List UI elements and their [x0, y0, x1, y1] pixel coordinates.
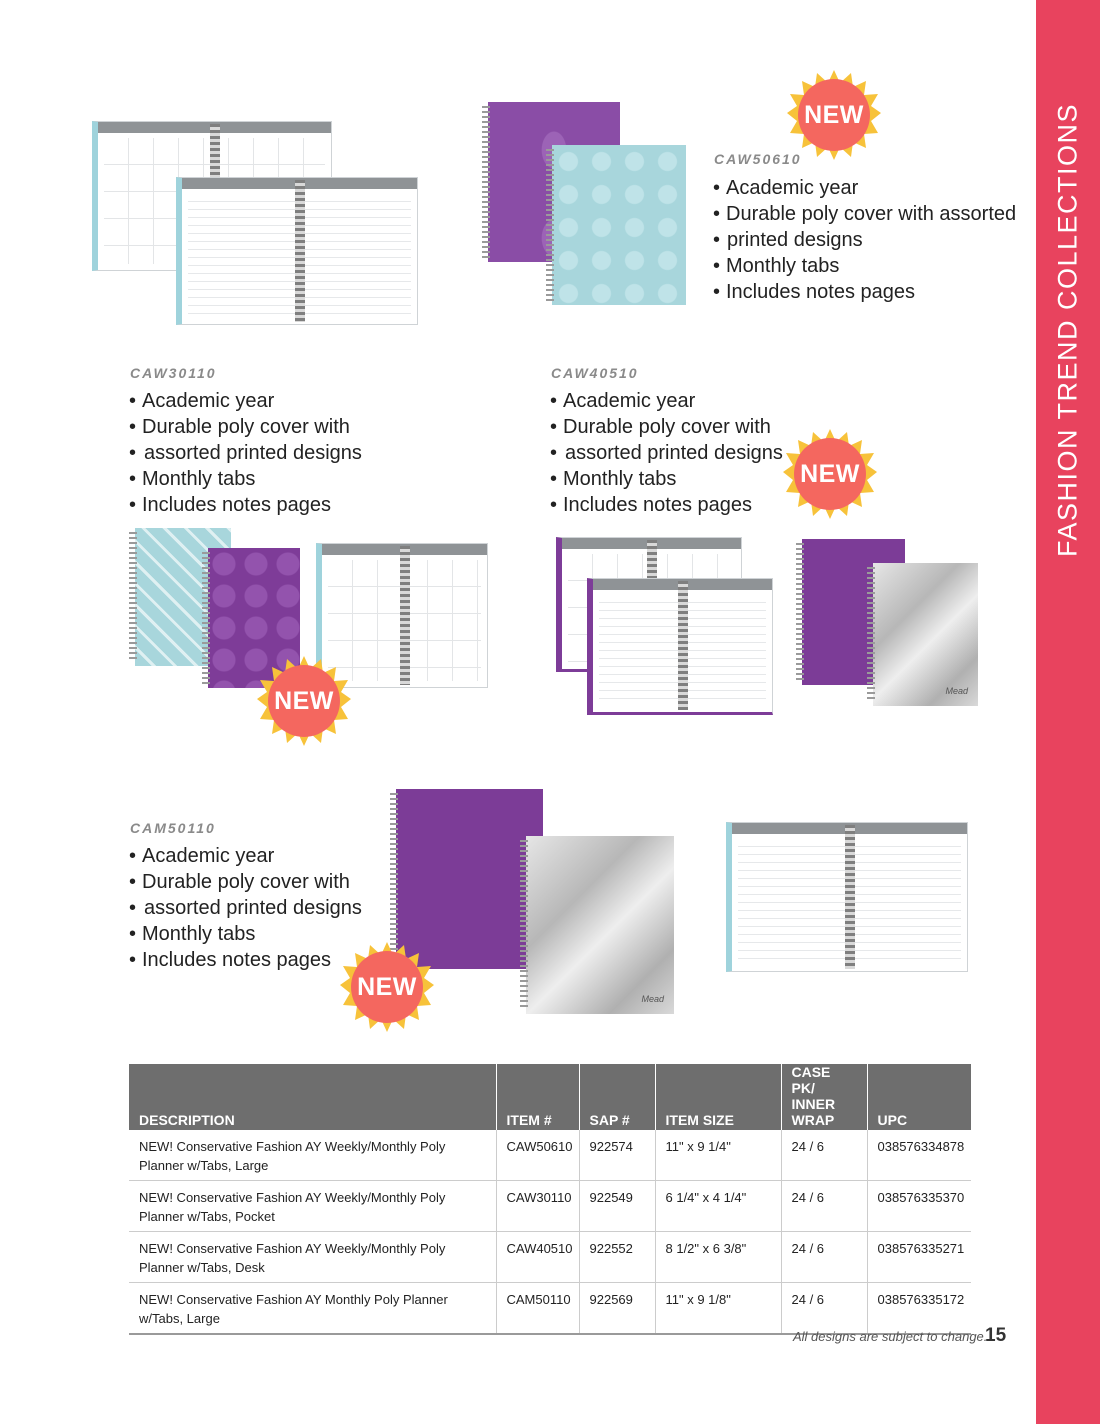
- upc-cell: 038576334878: [867, 1130, 971, 1181]
- item-cell: CAW50610: [496, 1130, 579, 1181]
- product-sku: CAW30110: [130, 365, 217, 381]
- feature-item: • Monthly tabs: [129, 466, 429, 492]
- description-cell: NEW! Conservative Fashion AY Monthly Poly Planner w/Tabs, Large: [129, 1283, 496, 1335]
- brand-logo: Mead: [945, 686, 968, 696]
- description-cell: NEW! Conservative Fashion AY Weekly/Monthly Poly Planner w/Tabs, Large: [129, 1130, 496, 1181]
- feature-item: • Academic year: [550, 388, 850, 414]
- feature-item: • Academic year: [129, 843, 429, 869]
- feature-item: • Includes notes pages: [713, 279, 1023, 305]
- feature-item: • Includes notes pages: [129, 492, 429, 518]
- new-badge-label: NEW: [274, 686, 334, 715]
- table-row: [129, 1232, 971, 1283]
- new-badge: [257, 654, 351, 748]
- description-cell: NEW! Conservative Fashion AY Weekly/Monthly Poly Planner w/Tabs, Pocket: [129, 1181, 496, 1232]
- case-cell: 24 / 6: [781, 1232, 867, 1283]
- upc-cell: 038576335172: [867, 1283, 971, 1335]
- feature-list: [129, 388, 429, 518]
- product-sku: CAM50110: [130, 820, 216, 836]
- column-header: UPC: [867, 1064, 971, 1130]
- sap-cell: 922569: [579, 1283, 655, 1335]
- column-header: ITEM #: [496, 1064, 579, 1130]
- feature-item-continued: • printed designs: [713, 227, 1023, 253]
- size-cell: 6 1/4" x 4 1/4": [655, 1181, 781, 1232]
- size-cell: 11" x 9 1/8": [655, 1283, 781, 1335]
- item-cell: CAW30110: [496, 1181, 579, 1232]
- feature-item-continued: • assorted printed designs: [550, 440, 850, 466]
- feature-item: • Academic year: [713, 175, 1023, 201]
- table-row: [129, 1181, 971, 1232]
- side-rail: [1036, 0, 1100, 1424]
- product-table: [129, 1064, 971, 1335]
- feature-item-continued: • assorted printed designs: [129, 440, 429, 466]
- feature-item: • Durable poly cover with: [550, 414, 850, 440]
- size-cell: 11" x 9 1/4": [655, 1130, 781, 1181]
- case-cell: 24 / 6: [781, 1130, 867, 1181]
- case-cell: 24 / 6: [781, 1283, 867, 1335]
- feature-item: • Includes notes pages: [129, 947, 429, 973]
- brand-logo: Mead: [641, 994, 664, 1004]
- table-row: [129, 1283, 971, 1335]
- page-number: 15: [985, 1325, 1007, 1346]
- new-badge-label: NEW: [804, 100, 864, 129]
- silver-cover-image: [873, 563, 978, 706]
- table-row: [129, 1130, 971, 1181]
- product-sku: CAW50610: [714, 151, 802, 167]
- large-planner-weekly-image: [726, 822, 968, 972]
- new-badge: [787, 68, 881, 162]
- new-badge-label: NEW: [357, 972, 417, 1001]
- column-header: SAP #: [579, 1064, 655, 1130]
- sap-cell: 922549: [579, 1181, 655, 1232]
- upc-cell: 038576335370: [867, 1181, 971, 1232]
- feature-item: • Monthly tabs: [713, 253, 1023, 279]
- feature-item: • Monthly tabs: [550, 466, 850, 492]
- size-cell: 8 1/2" x 6 3/8": [655, 1232, 781, 1283]
- planner-weekly-image: [176, 177, 418, 325]
- item-cell: CAM50110: [496, 1283, 579, 1335]
- desk-planner-weekly-image: [587, 578, 773, 715]
- description-cell: NEW! Conservative Fashion AY Weekly/Monthly Poly Planner w/Tabs, Desk: [129, 1232, 496, 1283]
- feature-item: • Monthly tabs: [129, 921, 429, 947]
- case-cell: 24 / 6: [781, 1181, 867, 1232]
- feature-item-continued: • assorted printed designs: [129, 895, 429, 921]
- feature-item: • Durable poly cover with: [129, 414, 429, 440]
- column-header: DESCRIPTION: [129, 1064, 496, 1130]
- feature-item: • Includes notes pages: [550, 492, 850, 518]
- dots-cover-image: [552, 145, 686, 305]
- large-silver-cover-image: [526, 836, 674, 1014]
- feature-item: • Durable poly cover with: [129, 869, 429, 895]
- section-title: FASHION TREND COLLECTIONS: [1052, 102, 1083, 558]
- column-header: ITEM SIZE: [655, 1064, 781, 1130]
- table-header-row: [129, 1064, 971, 1130]
- feature-list: [713, 175, 1023, 305]
- new-badge-label: NEW: [800, 459, 860, 488]
- feature-item: • Durable poly cover with assorted: [713, 201, 1023, 227]
- new-badge: [340, 940, 434, 1034]
- column-header: CASE PK/ INNER WRAP: [781, 1064, 867, 1130]
- sap-cell: 922574: [579, 1130, 655, 1181]
- disclaimer: All designs are subject to change.: [793, 1329, 988, 1344]
- upc-cell: 038576335271: [867, 1232, 971, 1283]
- new-badge: [783, 427, 877, 521]
- feature-item: • Academic year: [129, 388, 429, 414]
- sap-cell: 922552: [579, 1232, 655, 1283]
- item-cell: CAW40510: [496, 1232, 579, 1283]
- product-sku: CAW40510: [551, 365, 639, 381]
